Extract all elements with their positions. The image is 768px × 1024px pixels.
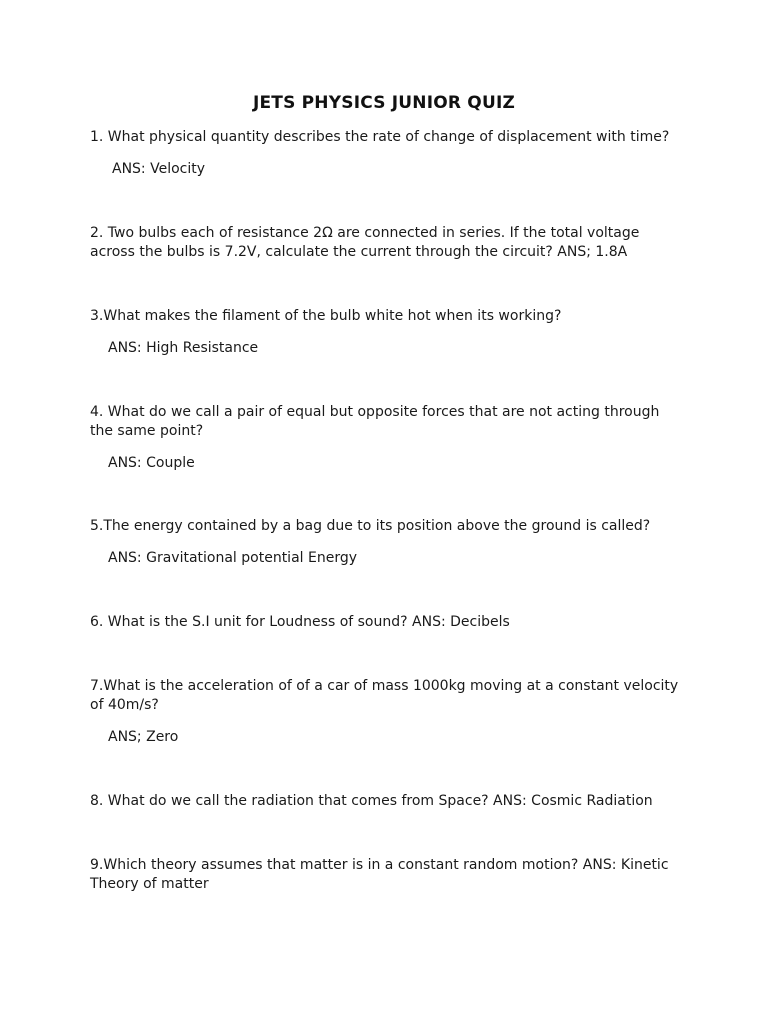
question-7-answer: ANS; Zero xyxy=(108,729,179,745)
question-4-line-2: the same point? xyxy=(90,423,204,439)
question-5-answer: ANS: Gravitational potential Energy xyxy=(108,550,358,566)
question-1-answer: ANS: Velocity xyxy=(112,161,206,177)
question-7-line-2: of 40m/s? xyxy=(90,697,159,713)
question-2-line-2: across the bulbs is 7.2V, calculate the current through the circuit? ANS; 1.8A xyxy=(90,244,628,260)
question-8-line-1: 8. What do we call the radiation that comes from Space? ANS: Cosmic Radiation xyxy=(90,793,653,809)
question-3-answer: ANS: High Resistance xyxy=(108,340,259,356)
question-2-line-1: 2. Two bulbs each of resistance 2Ω are connected in series. If the total voltage xyxy=(90,225,640,241)
question-9-line-1: 9.Which theory assumes that matter is in a constant random motion? ANS: Kinetic xyxy=(90,857,669,873)
question-3-line-1: 3.What makes the filament of the bulb white hot when its working? xyxy=(90,308,562,324)
question-9-line-2: Theory of matter xyxy=(90,876,209,892)
question-6-line-1: 6. What is the S.I unit for Loudness of sound? ANS: Decibels xyxy=(90,614,510,630)
question-5-line-1: 5.The energy contained by a bag due to its position above the ground is called? xyxy=(90,518,651,534)
question-1-line-1: 1. What physical quantity describes the rate of change of displacement with time? xyxy=(90,129,670,145)
question-7-line-1: 7.What is the acceleration of of a car of mass 1000kg moving at a constant velocity xyxy=(90,678,679,694)
question-4-line-1: 4. What do we call a pair of equal but opposite forces that are not acting through xyxy=(90,404,660,420)
question-4-answer: ANS: Couple xyxy=(108,455,195,471)
quiz-title: JETS PHYSICS JUNIOR QUIZ xyxy=(252,93,516,113)
